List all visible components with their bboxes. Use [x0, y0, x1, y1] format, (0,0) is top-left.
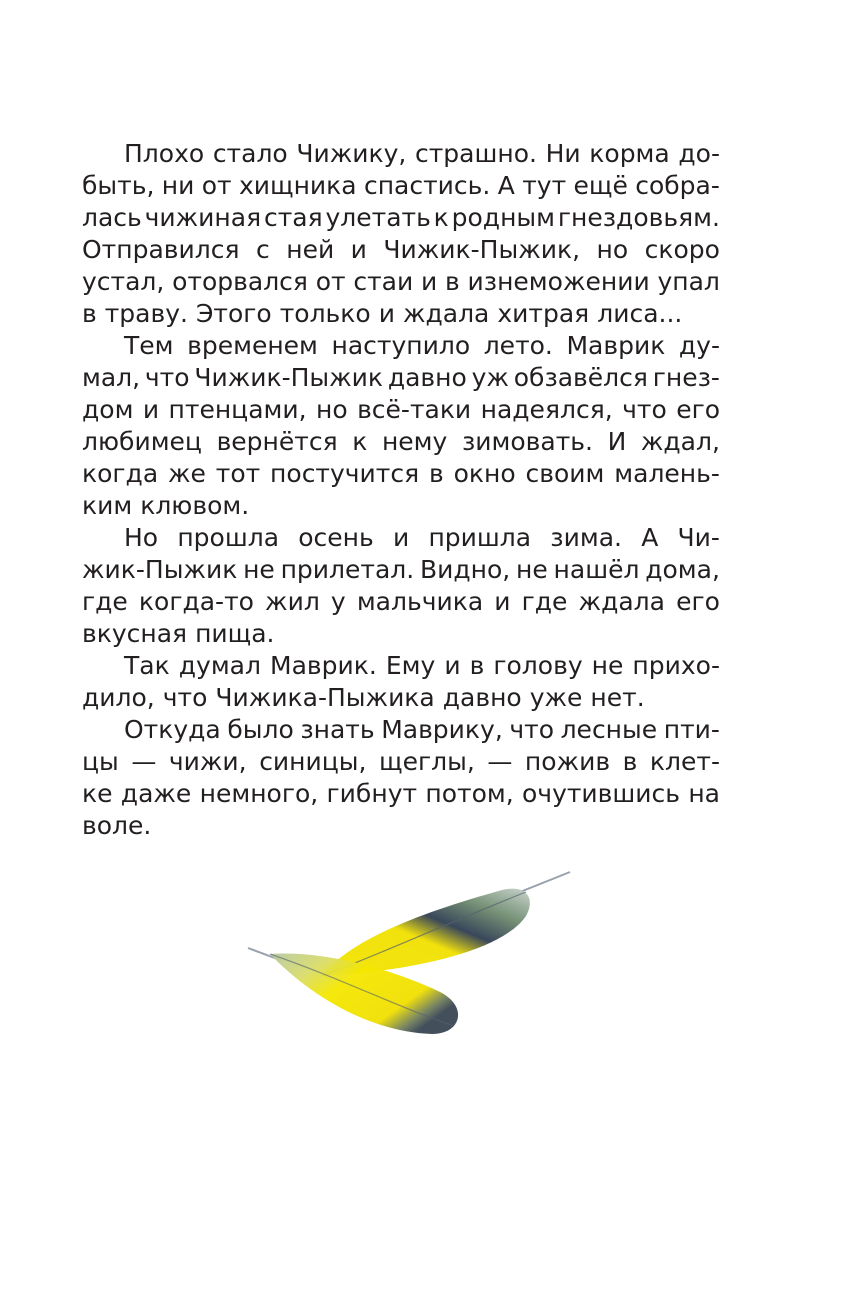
text-line: Отправился с ней и Чижик-Пыжик, но скоро — [82, 235, 720, 264]
text-line: воле. — [82, 811, 152, 840]
text-line: дило, что Чижика-Пыжика давно уже нет. — [82, 683, 645, 712]
text-line: когда же тот постучится в окно своим малень- — [82, 459, 720, 488]
text-line: Плохо стало Чижику, страшно. Ни корма до- — [124, 139, 720, 168]
text-line: быть, ни от хищника спастись. А тут ещё собра- — [82, 171, 720, 200]
text-line: ким клювом. — [82, 491, 250, 520]
text-line: Откуда было знать Маврику, что лесные пти- — [124, 715, 720, 744]
text-line: где когда-то жил у мальчика и где ждала его — [82, 587, 720, 616]
text-line: любимец вернётся к нему зимовать. И ждал, — [82, 427, 720, 456]
text-line: мал, что Чижик-Пыжик давно уж обзавёлся гнез- — [82, 363, 720, 392]
text-line: в траву. Этого только и ждала хитрая лиса... — [82, 299, 683, 328]
text-line: Тем временем наступило лето. Маврик ду- — [124, 331, 720, 360]
text-line: жик-Пыжик не прилетал. Видно, не нашёл дома, — [82, 555, 720, 584]
story-text — [82, 138, 720, 842]
text-line: дом и птенцами, но всё-таки надеялся, что его — [82, 395, 720, 424]
text-line: ке даже немного, гибнут потом, очутившись на — [82, 779, 720, 808]
text-line: Но прошла осень и пришла зима. А Чи- — [124, 523, 720, 552]
text-line: вкусная пища. — [82, 619, 275, 648]
text-line: цы — чижи, синицы, щеглы, — пожив в клет- — [82, 747, 720, 776]
upper-feather — [322, 872, 570, 976]
feathers-illustration — [240, 868, 580, 1048]
text-line: устал, оторвался от стаи и в изнеможении упал — [82, 267, 720, 296]
text-line: лась чижиная стая улетать к родным гнездовьям. — [82, 203, 720, 232]
text-line: Так думал Маврик. Ему и в голову не прихо- — [124, 651, 720, 680]
